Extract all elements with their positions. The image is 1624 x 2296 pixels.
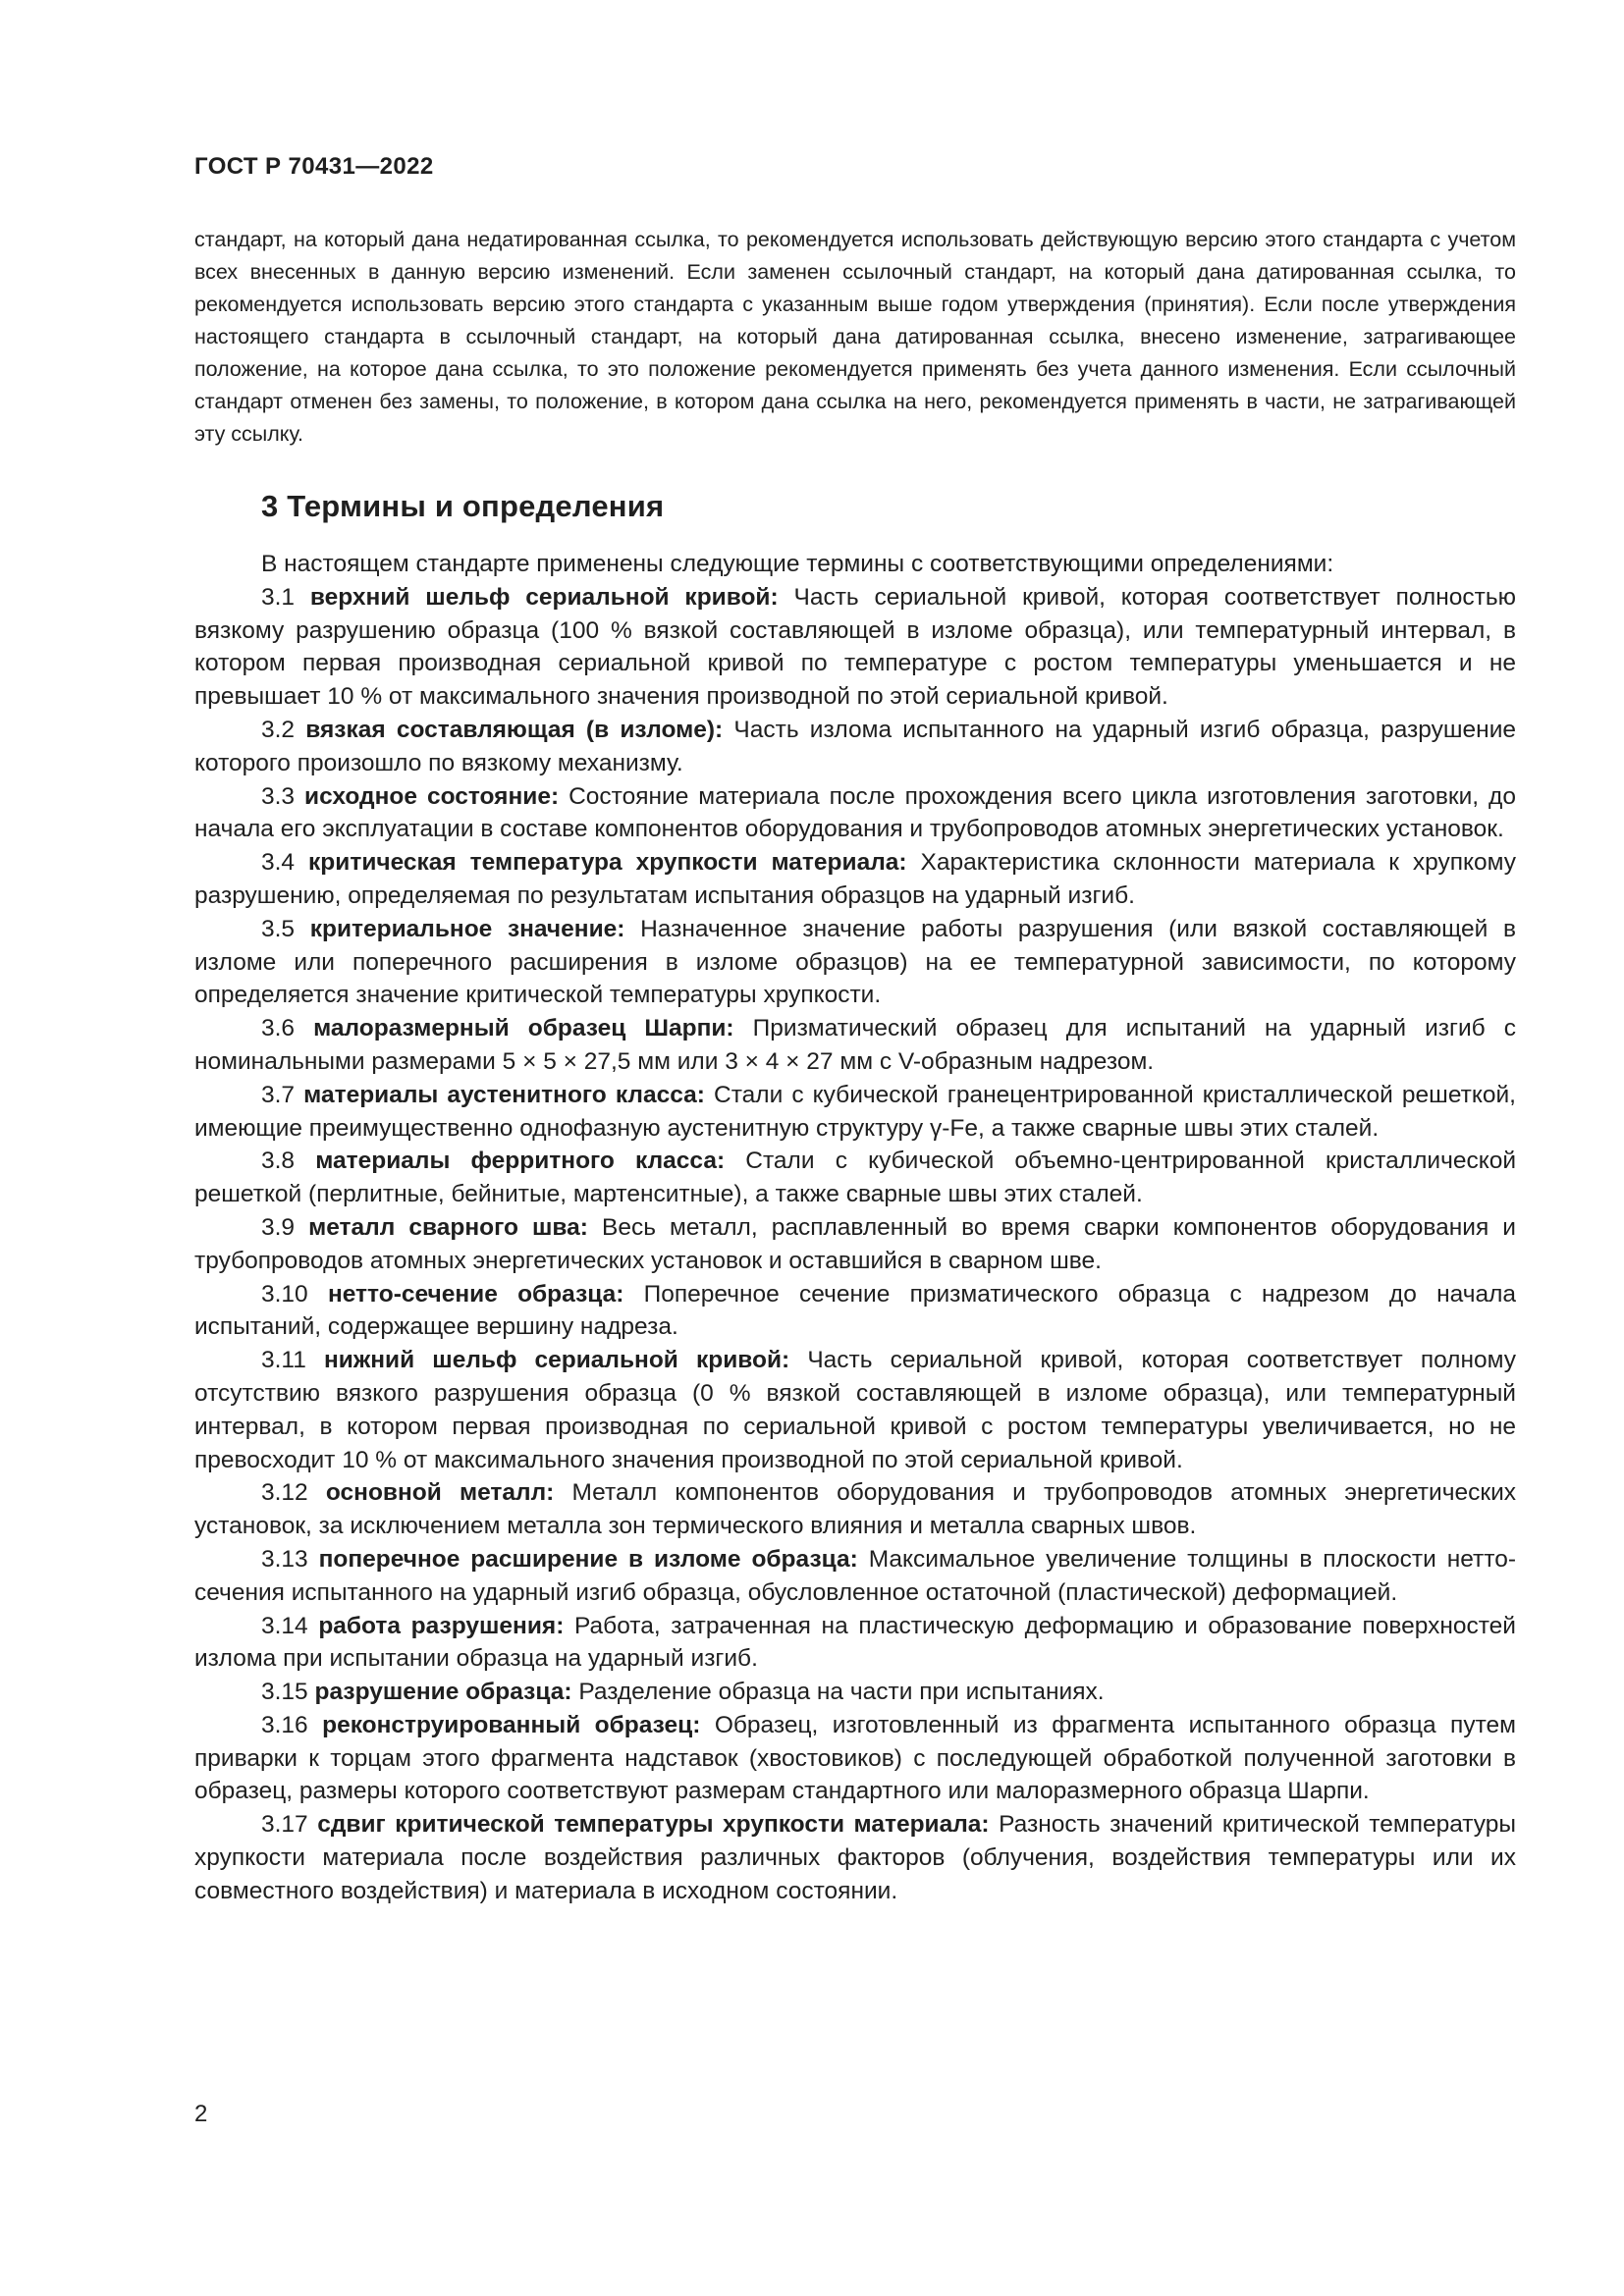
term-name: основной металл: bbox=[325, 1479, 555, 1507]
term-number: 3.17 bbox=[261, 1811, 308, 1839]
term-definition: Поперечное сечение призматического образца с надрезом до начала испытаний, содержащее вершину надреза. bbox=[194, 1280, 1517, 1341]
term-entry bbox=[194, 1079, 1516, 1146]
intro-paragraph: стандарт, на который дана недатированная ссылка, то рекомендуется использовать действующую версию этого стандарта с учетом всех внесенных в данную версию изменений. Если заменен ссылочный стандарт, на который дана датированная ссылка, то рекомендуется использовать версию этого стандарта с указанным выше годом утверждения (принятия). Если после утверждения настоящего стандарта в ссылочный стандарт, на который дана датированная ссылка, внесено изменение, затрагивающее положение, на которое дана ссылка, то это положение рекомендуется применять без учета данного изменения. Если ссылочный стандарт отменен без замены, то положение, в котором дана ссылка на него, рекомендуется применять в части, не затрагивающей эту ссылку. bbox=[194, 228, 1516, 446]
term-name: материалы ферритного класса: bbox=[315, 1148, 726, 1175]
term-definition: Разность значений критической температуры хрупкости материала после воздействия различных факторов (облучения, воздействия температуры или их совместного воздействия) и материала в исходном состоянии. bbox=[194, 1811, 1517, 1904]
page-number: 2 bbox=[194, 2101, 208, 2127]
term-entry bbox=[194, 1543, 1516, 1610]
terms-container bbox=[194, 581, 1516, 1908]
term-definition: Стали с кубической гранецентрированной кристаллической решеткой, имеющие преимущественно однофазную аустенитную структуру γ-Fe, а также сварные швы этих сталей. bbox=[194, 1081, 1516, 1142]
section-lead: В настоящем стандарте применены следующие термины с соответствующими определениями: bbox=[261, 551, 1334, 577]
term-definition: Разделение образца на части при испытаниях. bbox=[578, 1679, 1105, 1706]
term-definition: Часть сериальной кривой, которая соответствует полному отсутствию вязкого разрушения образца (0 % вязкой составляющей в изломе образца), или температурный интервал, в котором первая производная по сериальной кривой с ростом температуры увеличивается, но не превосходит 10 % от максимального значения производной по этой сериальной кривой. bbox=[194, 1347, 1516, 1473]
term-name: критическая температура хрупкости материала: bbox=[308, 849, 907, 877]
term-name: нижний шельф сериальной кривой: bbox=[324, 1347, 790, 1374]
term-name: верхний шельф сериальной кривой: bbox=[309, 583, 779, 611]
term-definition: Металл компонентов оборудования и трубопроводов атомных энергетических установок, за исключением металла зон термического влияния и металла сварных швов. bbox=[194, 1479, 1517, 1540]
term-name: вязкая составляющая (в изломе): bbox=[305, 716, 724, 743]
term-name: критериальное значение: bbox=[309, 915, 625, 942]
document-header: ГОСТ Р 70431—2022 bbox=[194, 153, 434, 180]
term-entry bbox=[194, 1476, 1516, 1543]
term-number: 3.1 bbox=[261, 583, 296, 611]
term-definition: Весь металл, расплавленный во время сварки компонентов оборудования и трубопроводов атомных энергетических установок и оставшийся в сварном шве. bbox=[194, 1213, 1516, 1274]
term-definition: Образец, изготовленный из фрагмента испытанного образца путем приварки к торцам этого фрагмента надставок (хвостовиков) с последующей обработкой полученной заготовки в образец, размеры которого соответствуют размерам стандартного или малоразмерного образца Шарпи. bbox=[194, 1711, 1516, 1805]
term-name: малоразмерный образец Шарпи: bbox=[313, 1015, 734, 1042]
term-number: 3.9 bbox=[261, 1213, 296, 1241]
term-number: 3.16 bbox=[261, 1711, 308, 1738]
term-number: 3.3 bbox=[261, 782, 296, 810]
term-entry bbox=[194, 1709, 1516, 1808]
term-definition: Часть сериальной кривой, которая соответствует полностью вязкому разрушению образца (100 % вязкой составляющей в изломе образца), или температурный интервал, в котором первая производная сериальной кривой по температуре с ростом температуры уменьшается и не превышает 10 % от максимального значения производной по этой сериальной кривой. bbox=[194, 583, 1516, 711]
term-number: 3.14 bbox=[261, 1612, 308, 1639]
term-number: 3.4 bbox=[261, 849, 296, 877]
term-name: исходное состояние: bbox=[304, 782, 560, 810]
term-name: разрушение образца: bbox=[314, 1679, 572, 1706]
term-name: реконструированный образец: bbox=[322, 1711, 701, 1738]
term-entry bbox=[194, 1145, 1516, 1211]
term-definition: Характеристика склонности материала к хрупкому разрушению, определяемая по результатам испытания образцов на ударный изгиб. bbox=[194, 849, 1516, 909]
term-name: работа разрушения: bbox=[318, 1612, 565, 1639]
term-name: поперечное расширение в изломе образца: bbox=[318, 1545, 858, 1573]
term-number: 3.15 bbox=[261, 1679, 308, 1706]
term-entry bbox=[194, 714, 1516, 780]
term-entry bbox=[194, 913, 1516, 1012]
term-name: нетто-сечение образца: bbox=[327, 1280, 624, 1308]
term-number: 3.2 bbox=[261, 716, 296, 743]
term-definition: Стали с кубической объемно-центрированной кристаллической решеткой (перлитные, бейнитые, мартенситные), а также сварные швы этих сталей. bbox=[194, 1148, 1517, 1208]
term-name: металл сварного шва: bbox=[308, 1213, 588, 1241]
term-entry bbox=[194, 581, 1516, 714]
term-definition: Призматический образец для испытаний на ударный изгиб с номинальными размерами 5 × 5 × 27,5 мм или 3 × 4 × 27 мм с V-образным надрезом. bbox=[194, 1015, 1516, 1075]
term-number: 3.7 bbox=[261, 1081, 296, 1108]
term-number: 3.8 bbox=[261, 1148, 296, 1175]
term-entry bbox=[194, 1012, 1516, 1079]
term-entry bbox=[194, 846, 1516, 913]
term-entry bbox=[194, 780, 1516, 847]
term-entry bbox=[194, 1610, 1516, 1677]
term-definition: Часть излома испытанного на ударный изгиб образца, разрушение которого произошло по вязкому механизму. bbox=[194, 716, 1517, 776]
term-entry bbox=[194, 1211, 1516, 1278]
term-definition: Максимальное увеличение толщины в плоскости нетто-сечения испытанного на ударный изгиб образца, обусловленное остаточной (пластической) деформацией. bbox=[194, 1545, 1516, 1606]
term-number: 3.12 bbox=[261, 1479, 308, 1507]
term-number: 3.10 bbox=[261, 1280, 308, 1308]
term-definition: Работа, затраченная на пластическую деформацию и образование поверхностей излома при испытании образца на ударный изгиб. bbox=[194, 1612, 1516, 1673]
term-entry bbox=[194, 1676, 1516, 1709]
term-name: материалы аустенитного класса: bbox=[303, 1081, 705, 1108]
term-definition: Состояние материала после прохождения всего цикла изготовления заготовки, до начала его эксплуатации в составе компонентов оборудования и трубопроводов атомных энергетических установок. bbox=[194, 782, 1516, 843]
term-number: 3.5 bbox=[261, 915, 296, 942]
term-entry bbox=[194, 1808, 1516, 1907]
term-entry bbox=[194, 1278, 1516, 1345]
term-number: 3.6 bbox=[261, 1015, 296, 1042]
term-name: сдвиг критической температуры хрупкости материала: bbox=[317, 1811, 990, 1839]
term-number: 3.11 bbox=[261, 1347, 306, 1374]
term-entry bbox=[194, 1344, 1516, 1476]
term-definition: Назначенное значение работы разрушения (или вязкой составляющей в изломе или поперечного расширения в изломе образцов) на ее температурной зависимости, по которому определяется значение критической температуры хрупкости. bbox=[194, 915, 1517, 1009]
terms-list bbox=[194, 548, 1516, 1908]
section-title: 3 Термины и определения bbox=[261, 489, 665, 523]
term-number: 3.13 bbox=[261, 1545, 308, 1573]
